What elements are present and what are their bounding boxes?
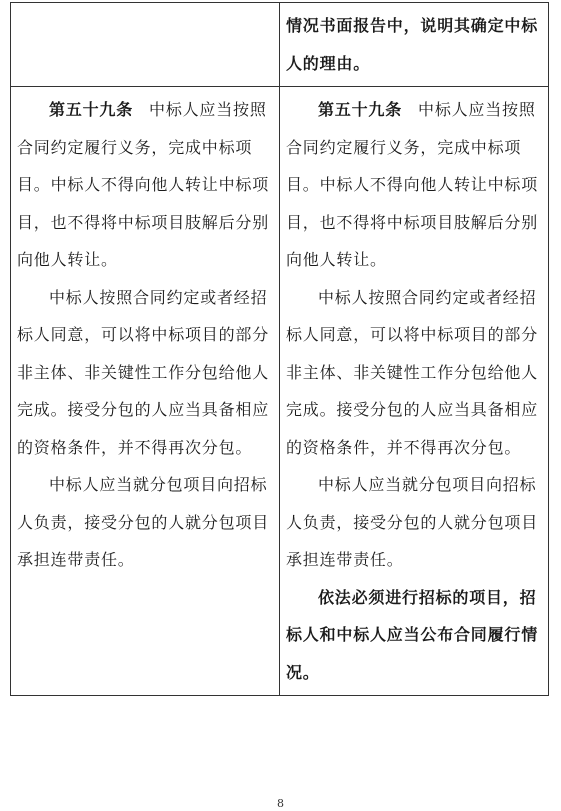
right-article-number: 第五十九条 (318, 100, 403, 119)
comparison-sheet (10, 2, 548, 692)
right-cell-main (280, 87, 549, 696)
table-row (11, 87, 549, 696)
left-article-number: 第五十九条 (49, 100, 134, 119)
left-paragraph-3: 中标人应当就分包项目向招标人负责，接受分包的人就分包项目承担连带责任。 (17, 475, 270, 569)
right-article-text: 中标人应当按照合同约定履行义务，完成中标项目。中标人不得向他人转让中标项目，也不得将中标项目肢解后分别向他人转让。 (286, 100, 539, 269)
page-number: 8 (277, 797, 284, 810)
left-cell-top (11, 3, 280, 87)
right-paragraph-4-bold: 依法必须进行招标的项目，招标人和中标人应当公布合同履行情况。 (286, 587, 539, 682)
comparison-table (10, 2, 549, 696)
right-top-text: 情况书面报告中，说明其确定中标人的理由。 (286, 16, 539, 73)
right-article-paragraph (286, 91, 544, 279)
right-paragraph-3: 中标人应当就分包项目向招标人负责，接受分包的人就分包项目承担连带责任。 (286, 475, 539, 569)
left-article-text: 中标人应当按照合同约定履行义务，完成中标项目。中标人不得向他人转让中标项目，也不得将中标项目肢解后分别向他人转让。 (17, 100, 270, 269)
right-paragraph-2: 中标人按照合同约定或者经招标人同意，可以将中标项目的部分非主体、非关键性工作分包给他人完成。接受分包的人应当具备相应的资格条件，并不得再次分包。 (286, 287, 539, 457)
table-row (11, 3, 549, 87)
left-cell-main (11, 87, 280, 696)
left-article-paragraph (17, 91, 275, 279)
right-cell-top (280, 3, 549, 87)
left-paragraph-2: 中标人按照合同约定或者经招标人同意，可以将中标项目的部分非主体、非关键性工作分包给他人完成。接受分包的人应当具备相应的资格条件，并不得再次分包。 (17, 287, 270, 457)
